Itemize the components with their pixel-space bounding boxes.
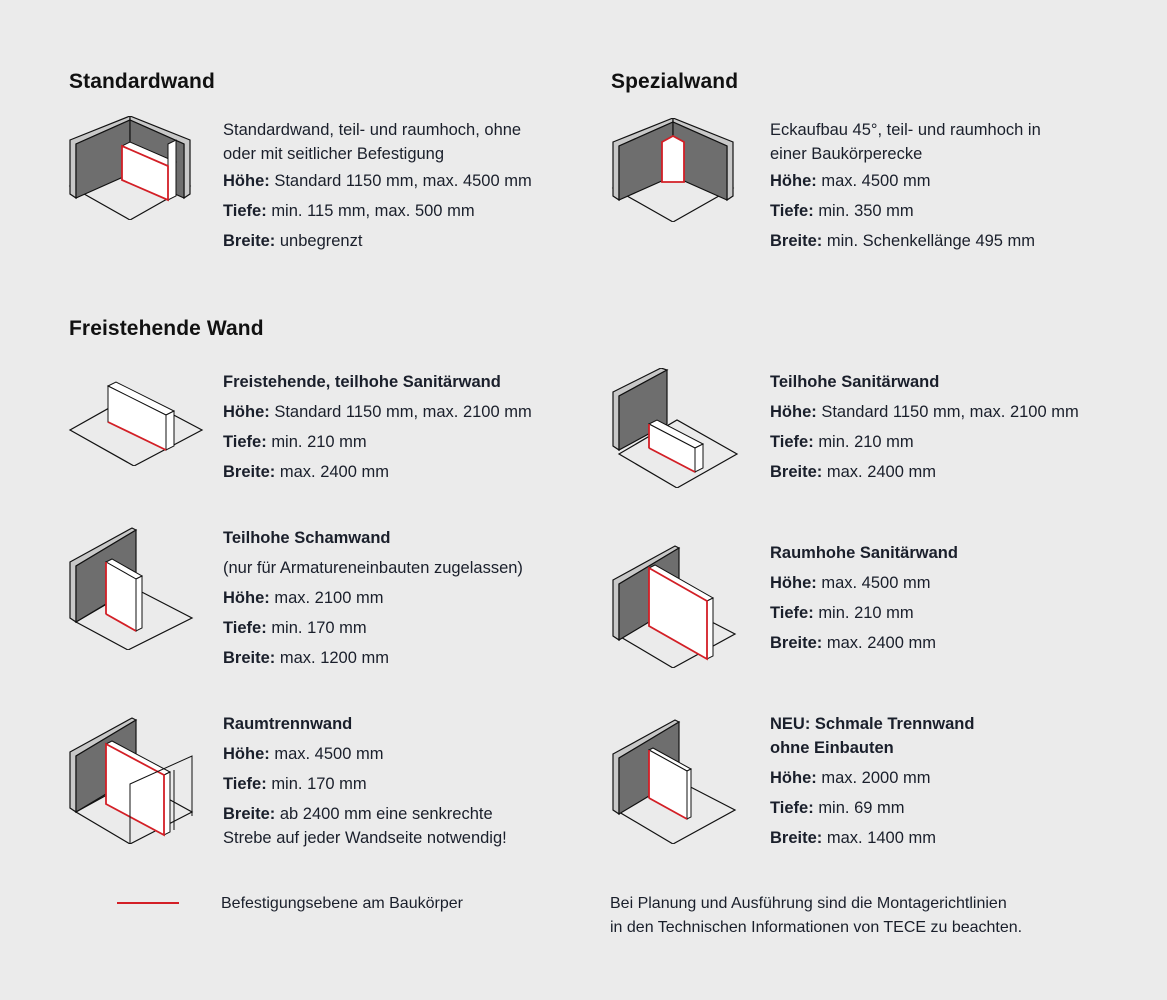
hoehe-value: max. 2000 mm <box>821 769 931 787</box>
hoehe-value: max. 4500 mm <box>821 172 931 190</box>
hoehe-label: Höhe: <box>223 403 270 421</box>
breite-label: Breite: <box>223 649 276 667</box>
item-title: Raumhohe Sanitärwand <box>770 544 958 562</box>
tiefe-value: min. 170 mm <box>271 619 367 637</box>
breite-value: max. 2400 mm <box>826 463 936 481</box>
hoehe-label: Höhe: <box>770 403 817 421</box>
hoehe-value: Standard 1150 mm, max. 4500 mm <box>274 172 532 190</box>
tiefe-label: Tiefe: <box>770 799 814 817</box>
corner-wall-icon <box>68 116 192 220</box>
item-title: Freistehende, teilhohe Sanitärwand <box>223 373 501 391</box>
legend-red-line-icon <box>117 902 179 904</box>
item-title: Raumtrennwand <box>223 715 353 733</box>
tiefe-label: Tiefe: <box>223 619 267 637</box>
tiefe-value: min. 210 mm <box>271 433 367 451</box>
tiefe-label: Tiefe: <box>223 202 267 220</box>
item-text <box>223 709 507 850</box>
footer-note-line-2: in den Technischen Informationen von TECE zu beachten. <box>610 919 1023 936</box>
tiefe-value: min. 170 mm <box>271 775 367 793</box>
hoehe-value: Standard 1150 mm, max. 2100 mm <box>274 403 532 421</box>
item-text <box>770 538 958 658</box>
tiefe-value: min. 210 mm <box>818 604 914 622</box>
breite-value: min. Schenkellänge 495 mm <box>826 232 1036 250</box>
section-title-spezialwand: Spezialwand <box>611 70 739 93</box>
description-line-1: Standardwand, teil- und raumhoch, ohne <box>223 121 522 139</box>
hoehe-label: Höhe: <box>223 172 270 190</box>
footer-note <box>610 892 1022 940</box>
narrow-divider-wall-icon <box>611 718 739 844</box>
item-title: Teilhohe Sanitärwand <box>770 373 940 391</box>
hoehe-value: max. 4500 mm <box>274 745 384 763</box>
hoehe-label: Höhe: <box>770 172 817 190</box>
partial-height-wall-icon <box>611 368 739 488</box>
tiefe-value: min. 69 mm <box>818 799 905 817</box>
breite-value: max. 1400 mm <box>826 829 936 847</box>
breite-label: Breite: <box>770 232 823 250</box>
breite-label: Breite: <box>223 232 276 250</box>
description-line-1: Eckaufbau 45°, teil- und raumhoch in <box>770 121 1041 139</box>
breite-value: max. 1200 mm <box>279 649 389 667</box>
breite-value: max. 2400 mm <box>279 463 389 481</box>
tiefe-label: Tiefe: <box>223 433 267 451</box>
tiefe-value: min. 350 mm <box>818 202 914 220</box>
hoehe-label: Höhe: <box>223 589 270 607</box>
breite-label: Breite: <box>770 463 823 481</box>
tiefe-value: min. 210 mm <box>818 433 914 451</box>
room-divider-wall-icon <box>68 716 196 844</box>
section-title-freistehende-wand: Freistehende Wand <box>69 317 264 340</box>
tiefe-label: Tiefe: <box>770 433 814 451</box>
breite-value: unbegrenzt <box>279 232 363 250</box>
hoehe-value: max. 2100 mm <box>274 589 384 607</box>
freestanding-wall-icon <box>68 380 204 466</box>
corner-45-wall-icon <box>611 118 735 222</box>
item-text <box>770 367 1079 487</box>
item-title-line-2: ohne Einbauten <box>770 739 894 757</box>
item-title: Teilhohe Schamwand <box>223 529 391 547</box>
item-text <box>223 118 532 256</box>
item-title-line-1: NEU: Schmale Trennwand <box>770 715 975 733</box>
footer-note-line-1: Bei Planung und Ausführung sind die Montagerichtlinien <box>610 895 1007 912</box>
legend-label: Befestigungsebene am Baukörper <box>221 895 463 912</box>
hoehe-value: max. 4500 mm <box>821 574 931 592</box>
item-text <box>770 712 974 853</box>
description-line-2: oder mit seitlicher Befestigung <box>223 145 445 163</box>
tiefe-label: Tiefe: <box>770 202 814 220</box>
hoehe-label: Höhe: <box>770 769 817 787</box>
hoehe-label: Höhe: <box>770 574 817 592</box>
hoehe-value: Standard 1150 mm, max. 2100 mm <box>821 403 1079 421</box>
item-text <box>223 523 523 673</box>
item-note: (nur für Armatureneinbauten zugelassen) <box>223 559 523 577</box>
tiefe-label: Tiefe: <box>770 604 814 622</box>
breite-value-line-2: Strebe auf jeder Wandseite notwendig! <box>223 829 507 847</box>
item-text <box>770 118 1041 256</box>
breite-value: max. 2400 mm <box>826 634 936 652</box>
breite-label: Breite: <box>770 829 823 847</box>
item-text <box>223 367 532 487</box>
description-line-2: einer Baukörperecke <box>770 145 923 163</box>
tiefe-value: min. 115 mm, max. 500 mm <box>271 202 475 220</box>
breite-label: Breite: <box>770 634 823 652</box>
breite-label: Breite: <box>223 805 276 823</box>
privacy-wall-icon <box>68 526 196 650</box>
section-title-standardwand: Standardwand <box>69 70 215 93</box>
full-height-wall-icon <box>611 544 739 668</box>
tiefe-label: Tiefe: <box>223 775 267 793</box>
breite-value: ab 2400 mm eine senkrechte <box>279 805 493 823</box>
hoehe-label: Höhe: <box>223 745 270 763</box>
breite-label: Breite: <box>223 463 276 481</box>
